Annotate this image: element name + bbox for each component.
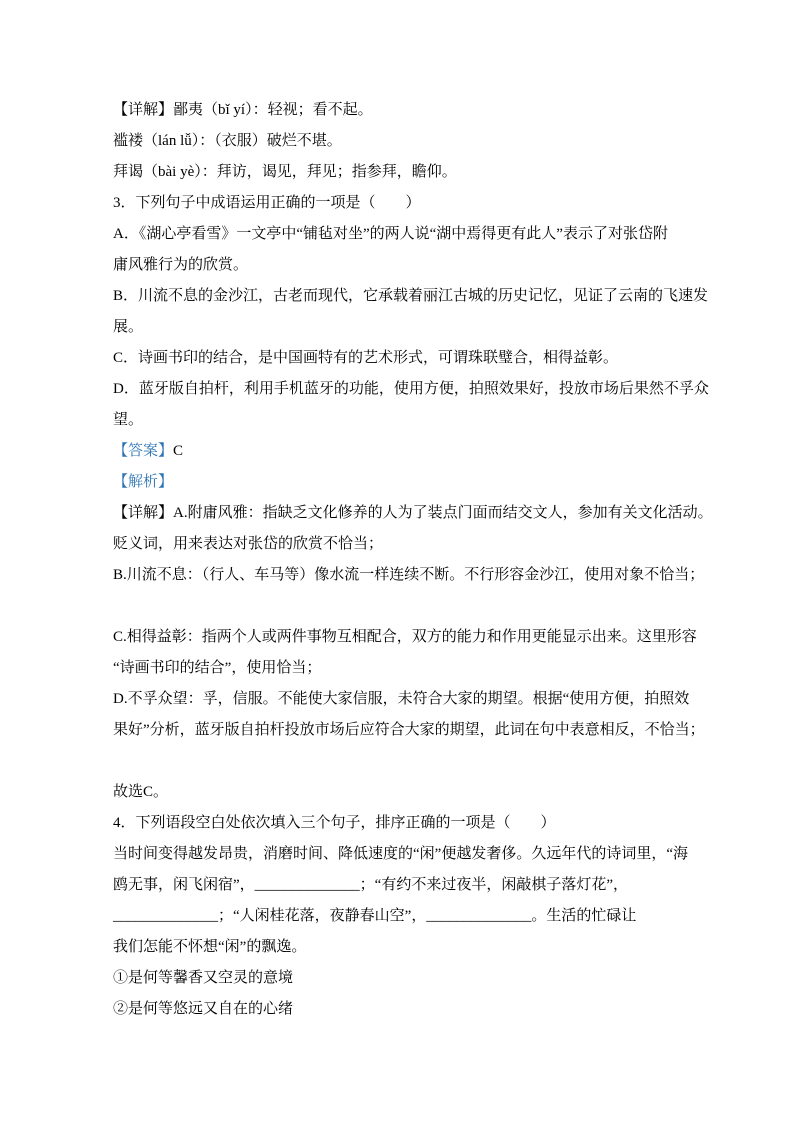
text-segment: 拜谒（bài yè）：拜访，谒见，拜见；指参拜，瞻仰。 (113, 164, 457, 180)
text-segment: B.川流不息：（行人、车马等）像水流一样连续不断。不行形容金沙江，使用对象不恰当； (113, 567, 705, 583)
document-line (113, 467, 681, 498)
text-segment: 3．下列句子中成语运用正确的一项是（ ） (113, 195, 421, 211)
text-segment: C．诗画书印的结合，是中国画特有的艺术形式，可谓珠联璧合，相得益彰。 (113, 350, 619, 366)
document-line (113, 529, 681, 560)
document-line (113, 250, 681, 281)
document-line (113, 808, 681, 839)
document-line (113, 188, 681, 219)
answer-label-text: 【答案】 (113, 443, 174, 459)
document-line (113, 219, 681, 250)
text-segment: 展。 (113, 319, 144, 335)
answer-label-text: 【解析】 (113, 474, 174, 490)
document-line (113, 994, 681, 1025)
document-line (113, 281, 709, 312)
text-segment: 贬义词，用来表达对张岱的欣赏不恰当； (113, 536, 384, 552)
document-line (113, 963, 681, 994)
document-line (113, 622, 697, 653)
text-segment: 【详解】A.附庸风雅：指缺乏文化修养的人为了装点门面而结交文人，参加有关文化活动。 (113, 505, 713, 521)
text-segment: ①是何等馨香又空灵的意境 (113, 970, 294, 986)
text-segment: D．蓝牙版自拍杆，利用手机蓝牙的功能，使用方便，拍照效果好，投放市场后果然不孚众 (113, 381, 709, 397)
text-segment: 当时间变得越发昂贵，消磨时间、降低速度的“闲”便越发奢侈。久远年代的诗词里，“海 (113, 846, 688, 862)
text-segment: 故选C。 (113, 784, 169, 800)
blank-line (113, 746, 681, 777)
text-segment: 庸风雅行为的欣赏。 (113, 257, 249, 273)
document-line (113, 157, 681, 188)
document-content (113, 95, 713, 1025)
text-segment: “诗画书印的结合”，使用恰当； (113, 660, 322, 676)
document-line (113, 312, 681, 343)
document-line (113, 560, 705, 591)
text-segment: 褴褛（lán lǚ）：（衣服）破烂不堪。 (113, 133, 342, 149)
document-line (113, 95, 681, 126)
text-segment: 望。 (113, 412, 144, 428)
document-line (113, 777, 681, 808)
text-segment: 果好”分析，蓝牙版自拍杆投放市场后应符合大家的期望，此词在句中表意相反，不恰当； (113, 722, 705, 738)
document-line (113, 653, 681, 684)
document-line (113, 901, 681, 932)
document-line (113, 436, 681, 467)
text-segment: ②是何等悠远又自在的心绪 (113, 1001, 294, 1017)
text-segment: 我们怎能不怀想“闲”的飘逸。 (113, 939, 307, 955)
text-segment: 4．下列语段空白处依次填入三个句子，排序正确的一项是（ ） (113, 815, 556, 831)
document-line (113, 839, 688, 870)
text-segment: C (173, 443, 184, 459)
document-line (113, 374, 709, 405)
document-line (113, 498, 713, 529)
document-line (113, 343, 681, 374)
text-segment: D.不孚众望：孚，信服。不能使大家信服，未符合大家的期望。根据“使用方便，拍照效 (113, 691, 690, 707)
text-segment: 【详解】鄙夷（bǐ yí）：轻视；看不起。 (113, 102, 373, 118)
text-segment: ______________；“人闲桂花落，夜静春山空”，______________。生活的忙碌让 (113, 908, 637, 924)
document-line (113, 684, 690, 715)
document-line (113, 715, 705, 746)
text-segment: C.相得益彰：指两个人或两件事物互相配合，双方的能力和作用更能显示出来。这里形容 (113, 629, 697, 645)
document-line (113, 870, 681, 901)
blank-line (113, 591, 681, 622)
text-segment: B．川流不息的金沙江，古老而现代，它承载着丽江古城的历史记忆，见证了云南的飞速发 (113, 288, 709, 304)
document-line (113, 932, 681, 963)
text-segment: A．《湖心亭看雪》一文亭中“铺毡对坐”的两人说“湖中焉得更有此人”表示了对张岱附 (113, 226, 668, 242)
document-line (113, 126, 681, 157)
document-line (113, 405, 681, 436)
text-segment: 鸥无事，闲飞闲宿”，______________；“有约不来过夜半，闲敲棋子落灯花”， (113, 877, 628, 893)
